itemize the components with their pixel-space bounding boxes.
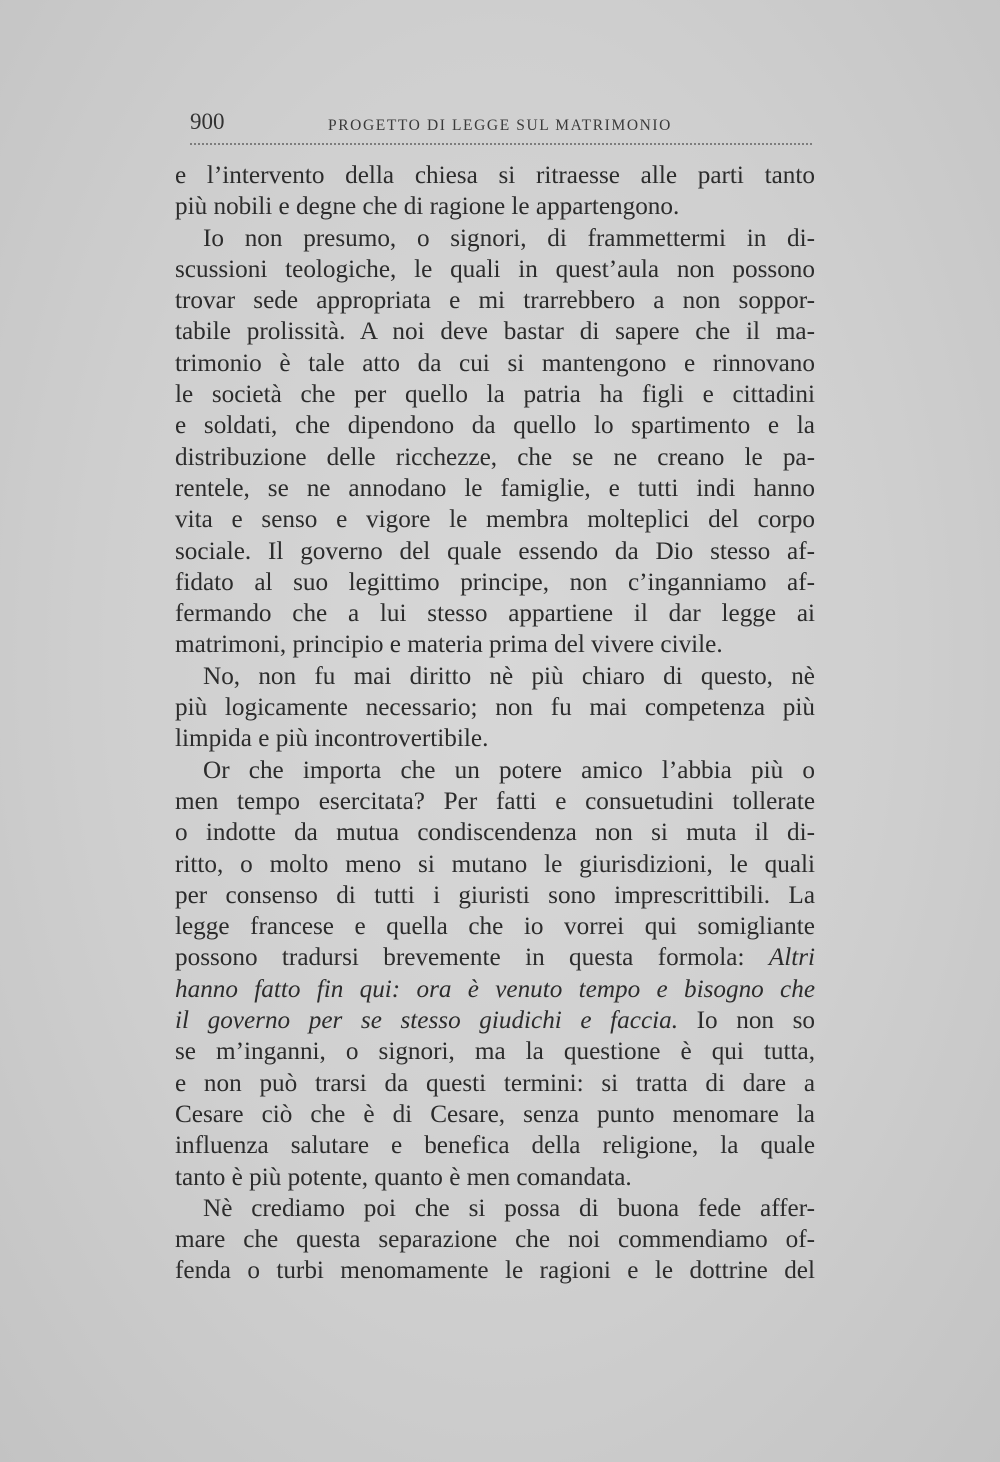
line-text: tanto è più potente, quanto è men comandata.	[175, 1163, 632, 1191]
text-line	[175, 348, 815, 379]
text-line	[175, 1036, 815, 1067]
line-text: fidato al suo legittimo principe, non c’inganniamo af-	[175, 568, 815, 596]
line-text: e soldati, che dipendono da quello lo spartimento e la	[175, 412, 815, 440]
line-text: sociale. Il governo del quale essendo da Dio stesso af-	[175, 537, 815, 565]
line-text: rentele, se ne annodano le famiglie, e tutti indi hanno	[175, 474, 815, 502]
line-text: Nè crediamo poi che si possa di buona fede affer-	[203, 1194, 815, 1222]
italic-text: il governo per se stesso giudichi e faccia.	[175, 1007, 679, 1035]
text-line	[175, 849, 815, 880]
line-text: se m’inganni, o signori, ma la questione è qui tutta,	[175, 1038, 815, 1066]
italic-text: Altri	[768, 944, 815, 972]
line-text: possono tradursi brevemente in questa formola:	[175, 944, 745, 972]
text-line	[175, 1068, 815, 1099]
line-text: o indotte da mutua condiscendenza non si muta il di-	[175, 819, 815, 847]
italic-text: hanno fatto fin qui: ora è venuto tempo e bisogno che	[175, 975, 815, 1003]
page-header	[190, 103, 812, 145]
line-text: influenza salutare e benefica della religione, la quale	[175, 1132, 815, 1160]
text-line	[175, 817, 815, 848]
text-line	[175, 1099, 815, 1130]
line-text: Io non so	[696, 1007, 815, 1035]
line-text: mare che questa separazione che noi commendiamo of-	[175, 1226, 815, 1254]
text-line	[175, 1224, 815, 1255]
text-line	[175, 442, 815, 473]
line-text: matrimoni, principio e materia prima del vivere civile.	[175, 631, 723, 659]
text-line	[175, 1255, 815, 1286]
line-text: men tempo esercitata? Per fatti e consuetudini tollerate	[175, 787, 815, 815]
text-line	[175, 598, 815, 629]
line-text: No, non fu mai diritto nè più chiaro di questo, nè	[203, 662, 815, 690]
line-text: tabile prolissità. A noi deve bastar di sapere che il ma-	[175, 318, 815, 346]
line-text: fenda o turbi menomamente le ragioni e le dottrine del	[175, 1257, 815, 1285]
text-line	[175, 254, 815, 285]
text-line	[175, 473, 815, 504]
line-text: Cesare ciò che è di Cesare, senza punto menomare la	[175, 1100, 815, 1128]
running-title: PROGETTO DI LEGGE SUL MATRIMONIO	[328, 117, 672, 134]
text-line	[175, 536, 815, 567]
text-line	[175, 629, 815, 660]
line-text: trimonio è tale atto da cui si mantengono e rinnovano	[175, 349, 815, 377]
line-text: per consenso di tutti i giuristi sono imprescrittibili. La	[175, 881, 815, 909]
text-line	[175, 1162, 815, 1193]
line-text: limpida e più incontrovertibile.	[175, 725, 489, 753]
text-line	[175, 786, 815, 817]
text-line	[175, 661, 815, 692]
text-line	[175, 1130, 815, 1161]
text-line	[175, 755, 815, 786]
line-text: scussioni teologiche, le quali in quest’aula non possono	[175, 255, 815, 283]
text-line	[175, 160, 815, 191]
line-text: più logicamente necessario; non fu mai competenza più	[175, 694, 815, 722]
text-line	[175, 1193, 815, 1224]
line-text: vita e senso e vigore le membra molteplici del corpo	[175, 506, 815, 534]
line-text: fermando che a lui stesso appartiene il dar legge ai	[175, 600, 815, 628]
text-line	[175, 504, 815, 535]
text-line	[175, 692, 815, 723]
line-text: trovar sede appropriata e mi trarrebbero a non soppor-	[175, 287, 815, 315]
text-line	[175, 911, 815, 942]
line-text: più nobili e degne che di ragione le appartengono.	[175, 193, 680, 221]
page-number: 900	[190, 109, 225, 134]
line-text: Io non presumo, o signori, di frammettermi in di-	[203, 224, 815, 252]
text-line	[175, 379, 815, 410]
text-line	[175, 191, 815, 222]
text-line	[175, 1005, 815, 1036]
text-line	[175, 567, 815, 598]
text-line	[175, 410, 815, 441]
text-line	[175, 316, 815, 347]
text-line	[175, 974, 815, 1005]
line-text: le società che per quello la patria ha figli e cittadini	[175, 381, 815, 409]
text-line	[175, 723, 815, 754]
line-text: legge francese e quella che io vorrei qui somigliante	[175, 913, 815, 941]
text-line	[175, 880, 815, 911]
line-text: ritto, o molto meno si mutano le giurisdizioni, le quali	[175, 850, 815, 878]
line-text: Or che importa che un potere amico l’abbia più o	[203, 756, 815, 784]
line-text: e non può trarsi da questi termini: si tratta di dare a	[175, 1069, 815, 1097]
line-text: distribuzione delle ricchezze, che se ne creano le pa-	[175, 443, 815, 471]
text-line	[175, 223, 815, 254]
line-text: e l’intervento della chiesa si ritraesse alle parti tanto	[175, 162, 815, 189]
text-line	[175, 942, 815, 973]
text-line	[175, 285, 815, 316]
body-text	[175, 160, 815, 1287]
